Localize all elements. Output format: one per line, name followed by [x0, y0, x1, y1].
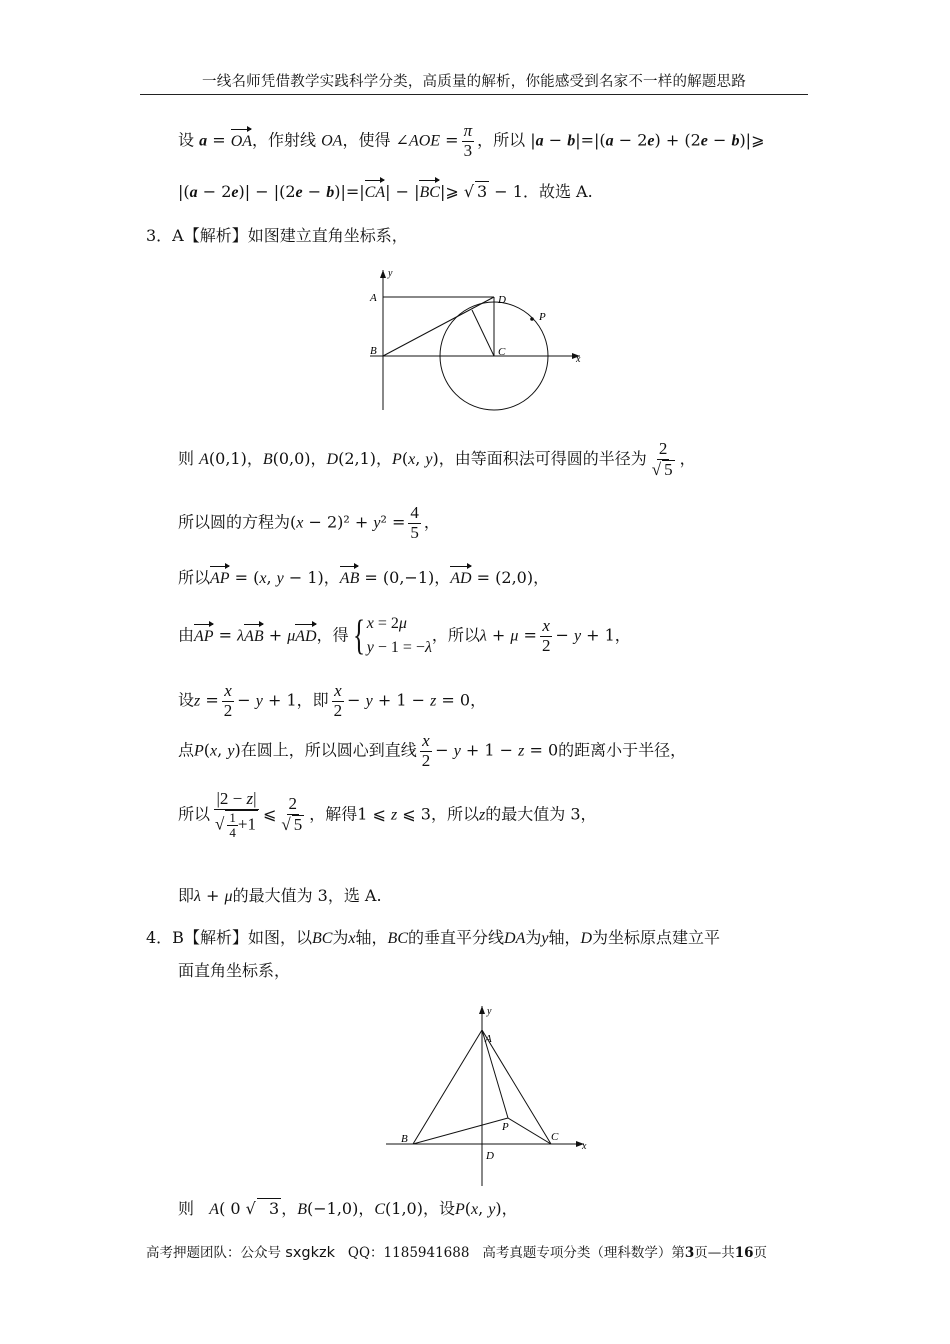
fig2-label-b: B: [401, 1133, 408, 1145]
q4-line2: 面直角坐标系，: [178, 961, 291, 980]
q3-coords: 则 A(0,1)，B(0,0)，D(2,1)，P(x, y)，由等面积法可得圆的半径为 $\frac{2}{√ 5}$ ，: [178, 439, 696, 479]
figure-2: [386, 1000, 596, 1190]
q3-final: 即λ + μ的最大值为 3，选 A.: [178, 886, 382, 905]
q3-circle: 所以圆的方程为(x − 2)² + y² = $\frac{4}{5}$ ，: [178, 503, 440, 542]
q3-inequality: 所以 |2 − z| √ $\frac{1}{4}$ +1 ⩽ $\frac{2}{√ 5}$ ，解得1 ⩽ z ⩽ 3，所以z的最大值为 3，: [178, 789, 597, 840]
fig1-label-a: A: [370, 292, 377, 304]
p2-line2: |(a − 2e)| − |(2e − b)|=|CA| − |BC|⩾ √ 3 − 1．故选 A.: [178, 182, 593, 201]
q3-vectors: 所以AP = (x, y − 1)，AB = (0,−1)，AD = (2,0)，: [178, 568, 550, 587]
page-number: 3: [684, 1245, 695, 1261]
fig1-label-c: C: [498, 346, 506, 358]
header-rule: [140, 94, 808, 95]
fig2-label-x: x: [582, 1141, 587, 1152]
fig2-label-d: D: [486, 1150, 494, 1162]
figure-1: [360, 262, 590, 414]
q4-coords: 则 A( 0 √ 3 ，B(−1,0)，C(1,0)，设P(x, y)，: [178, 1199, 518, 1218]
fig2-label-a: A: [485, 1033, 492, 1045]
fig2-label-c: C: [551, 1131, 559, 1143]
page-footer: 高考押题团队：公众号 sxgkzk QQ：1185941688 高考真题专项分类（理科数学）第3页—共16页: [146, 1245, 768, 1261]
fig2-label-p: P: [502, 1121, 509, 1133]
page-header: 一线名师凭借教学实践科学分类，高质量的解析，你能感受到名家不一样的解题思路: [202, 74, 746, 90]
fig2-label-y: y: [487, 1006, 492, 1017]
fig1-label-b: B: [370, 345, 377, 357]
q3-point: 点P(x, y)在圆上，所以圆心到直线 $\frac{x}{2}$ − y + 1 − z = 0的距离小于半径，: [178, 731, 687, 770]
fig1-label-y: y: [388, 268, 393, 279]
q3-system: 由AP = λAB + μAD，得{ x = 2μ y − 1 = −λ ，所以λ + μ = $\frac{x}{2}$ − y + 1，: [178, 613, 631, 659]
q3-set-z: 设z = $\frac{x}{2}$ − y + 1，即 $\frac{x}{2}$ − y + 1 − z = 0，: [178, 681, 487, 720]
p2-line1: 设 a = OA，作射线 OA，使得 ∠AOE = $\frac{\pi}{3}$ ，所以 |a − b|=|(a − 2e) + (2e − b)|⩾: [178, 121, 765, 160]
fig1-label-x: x: [576, 354, 581, 365]
fig1-label-d: D: [498, 294, 506, 306]
q3-lead: 3．A【解析】如图建立直角坐标系，: [146, 226, 408, 245]
page-total: 16: [734, 1245, 754, 1261]
q4-line1: 4．B【解析】如图，以BC为x轴，BC的垂直平分线DA为y轴，D为坐标原点建立平: [146, 928, 721, 947]
fig1-label-p: P: [539, 311, 546, 323]
